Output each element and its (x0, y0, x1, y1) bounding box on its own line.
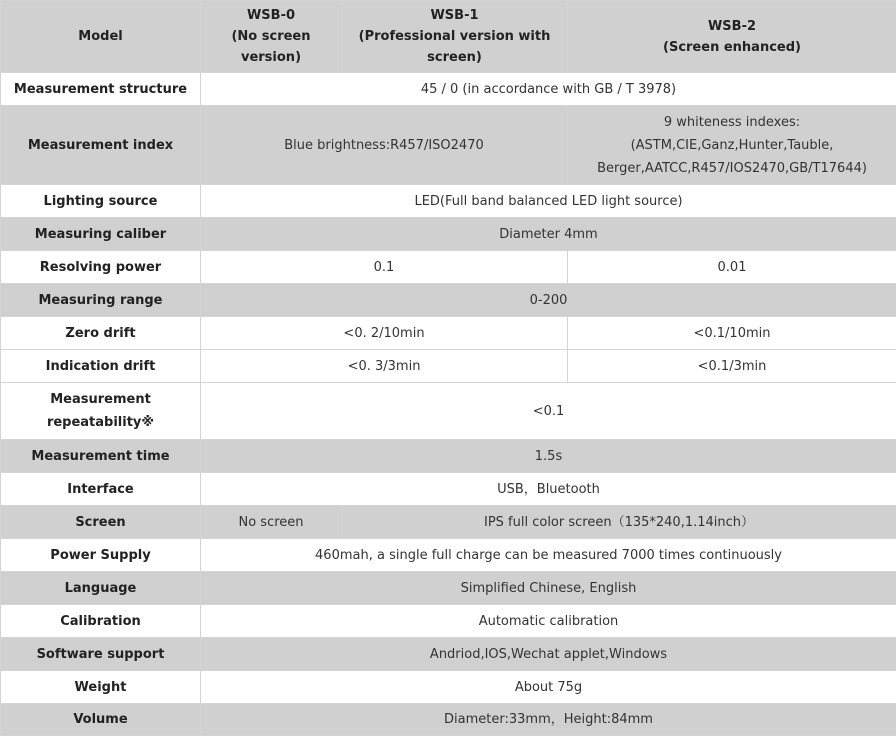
label-weight: Weight (1, 671, 201, 704)
value-indication-drift-basic: <0. 3/3min (201, 350, 568, 383)
wsb0-desc-2: version) (207, 47, 335, 68)
row-measuring-range (1, 284, 896, 317)
row-measurement-repeatability (1, 383, 896, 440)
value-measuring-caliber: Diameter 4mm (201, 218, 896, 251)
row-measurement-index (1, 106, 896, 185)
value-index-enhanced (568, 106, 896, 185)
wsb1-desc-2: screen) (348, 47, 561, 68)
row-interface (1, 473, 896, 506)
value-index-basic: Blue brightness:R457/ISO2470 (201, 106, 568, 185)
wsb1-name: WSB-1 (348, 5, 561, 26)
wsb0-name: WSB-0 (207, 5, 335, 26)
value-weight: About 75g (201, 671, 896, 704)
row-indication-drift (1, 350, 896, 383)
row-language (1, 572, 896, 605)
label-lighting-source: Lighting source (1, 185, 201, 218)
label-measuring-range: Measuring range (1, 284, 201, 317)
value-indication-drift-enhanced: <0.1/3min (568, 350, 896, 383)
index-enhanced-line-3: Berger,AATCC,R457/IOS2470,GB/T17644) (574, 157, 890, 180)
value-zero-drift-basic: <0. 2/10min (201, 317, 568, 350)
label-measurement-repeatability (1, 383, 201, 440)
row-measuring-caliber (1, 218, 896, 251)
row-resolving-power (1, 251, 896, 284)
label-zero-drift: Zero drift (1, 317, 201, 350)
repeatability-label-line-2: repeatability※ (7, 411, 194, 434)
value-power-supply: 460mah, a single full charge can be measured 7000 times continuously (201, 539, 896, 572)
row-measurement-time (1, 440, 896, 473)
value-language: Simplified Chinese, English (201, 572, 896, 605)
value-resolving-basic: 0.1 (201, 251, 568, 284)
label-indication-drift: Indication drift (1, 350, 201, 383)
wsb1-header (342, 1, 568, 73)
value-zero-drift-enhanced: <0.1/10min (568, 317, 896, 350)
label-screen: Screen (1, 506, 201, 539)
index-enhanced-line-1: 9 whiteness indexes: (574, 111, 890, 134)
row-measurement-structure (1, 73, 896, 106)
wsb1-desc-1: (Professional version with (348, 26, 561, 47)
wsb0-desc-1: (No screen (207, 26, 335, 47)
wsb2-name: WSB-2 (574, 16, 890, 37)
label-measurement-structure: Measurement structure (1, 73, 201, 106)
model-header: Model (1, 1, 201, 73)
value-volume: Diameter:33mm，Height:84mm (201, 704, 896, 736)
row-volume (1, 704, 896, 736)
label-measuring-caliber: Measuring caliber (1, 218, 201, 251)
header-row (1, 1, 896, 73)
row-lighting-source (1, 185, 896, 218)
row-screen (1, 506, 896, 539)
index-enhanced-line-2: (ASTM,CIE,Ganz,Hunter,Tauble, (574, 134, 890, 157)
value-measurement-repeatability: <0.1 (201, 383, 896, 440)
value-screen-wsb0: No screen (201, 506, 342, 539)
label-calibration: Calibration (1, 605, 201, 638)
label-power-supply: Power Supply (1, 539, 201, 572)
row-power-supply (1, 539, 896, 572)
label-measurement-time: Measurement time (1, 440, 201, 473)
value-measurement-structure: 45 / 0 (in accordance with GB / T 3978) (201, 73, 896, 106)
label-interface: Interface (1, 473, 201, 506)
value-lighting-source: LED(Full band balanced LED light source) (201, 185, 896, 218)
wsb0-header (201, 1, 342, 73)
value-resolving-enhanced: 0.01 (568, 251, 896, 284)
wsb2-desc-1: (Screen enhanced) (574, 37, 890, 58)
repeatability-label-line-1: Measurement (7, 388, 194, 411)
value-software-support: Andriod,IOS,Wechat applet,Windows (201, 638, 896, 671)
label-language: Language (1, 572, 201, 605)
wsb2-header (568, 1, 896, 73)
value-screen-others: IPS full color screen（135*240,1.14inch） (342, 506, 896, 539)
row-software-support (1, 638, 896, 671)
label-volume: Volume (1, 704, 201, 736)
value-interface: USB，Bluetooth (201, 473, 896, 506)
value-measuring-range: 0-200 (201, 284, 896, 317)
row-zero-drift (1, 317, 896, 350)
value-measurement-time: 1.5s (201, 440, 896, 473)
label-software-support: Software support (1, 638, 201, 671)
row-calibration (1, 605, 896, 638)
label-resolving-power: Resolving power (1, 251, 201, 284)
row-weight (1, 671, 896, 704)
value-calibration: Automatic calibration (201, 605, 896, 638)
label-measurement-index: Measurement index (1, 106, 201, 185)
